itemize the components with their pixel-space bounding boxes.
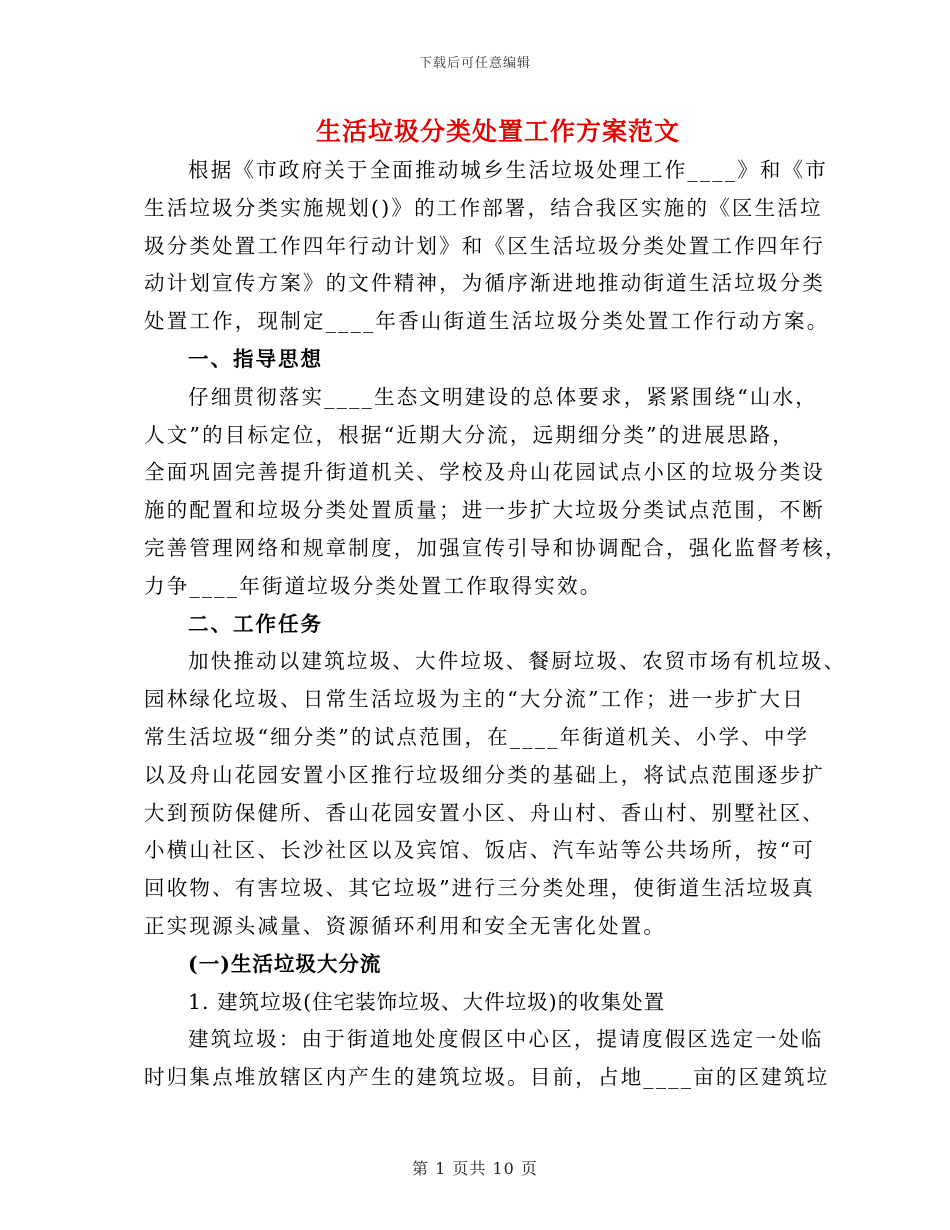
paragraph-line: 园林绿化垃圾、日常生活垃圾为主的“大分流”工作；进一步扩大日 xyxy=(144,687,805,712)
section-heading-guiding-thought: 一、指导思想 xyxy=(188,346,323,371)
paragraph-line: 以及舟山花园安置小区推行垃圾细分类的基础上，将试点范围逐步扩 xyxy=(144,762,825,787)
paragraph-line: 回收物、有害垃圾、其它垃圾”进行三分类处理，使街道生活垃圾真 xyxy=(144,876,815,901)
section-heading-work-tasks: 二、工作任务 xyxy=(188,611,323,636)
subsection-heading: (一)生活垃圾大分流 xyxy=(188,951,382,976)
intro-line: 生活垃圾分类实施规划()》的工作部署，结合我区实施的《区生活垃 xyxy=(144,195,823,220)
paragraph-line: 施的配置和垃圾分类处置质量；进一步扩大垃圾分类试点范围，不断 xyxy=(144,498,825,523)
page-footer: 第 1 页共 10 页 xyxy=(412,1159,538,1178)
intro-line: 处置工作，现制定____年香山街道生活垃圾分类处置工作行动方案。 xyxy=(144,309,830,334)
paragraph-line: 大到预防保健所、香山花园安置小区、舟山村、香山村、别墅社区、 xyxy=(144,800,825,825)
paragraph-line: 时归集点堆放辖区内产生的建筑垃圾。目前，占地____亩的区建筑垃 xyxy=(144,1065,830,1090)
paragraph-line: 力争____年街道垃圾分类处置工作取得实效。 xyxy=(144,573,603,598)
paragraph-line: 全面巩固完善提升街道机关、学校及舟山花园试点小区的垃圾分类设 xyxy=(144,460,825,485)
paragraph-line: 小横山社区、长沙社区以及宾馆、饭店、汽车站等公共场所，按“可 xyxy=(144,838,815,863)
paragraph-line: 仔细贯彻落实____生态文明建设的总体要求，紧紧围绕“山水， xyxy=(188,384,818,409)
paragraph-line: 加快推动以建筑垃圾、大件垃圾、餐厨垃圾、农贸市场有机垃圾、 xyxy=(188,649,847,674)
paragraph-line: 人文”的目标定位，根据“近期大分流，远期细分类”的进展思路， xyxy=(144,422,795,447)
document-title: 生活垃圾分类处置工作方案范文 xyxy=(315,117,680,146)
intro-line: 动计划宣传方案》的文件精神，为循序渐进地推动街道生活垃圾分类 xyxy=(144,271,825,296)
document-body xyxy=(144,152,848,1097)
paragraph-line: 正实现源头减量、资源循环利用和安全无害化处置。 xyxy=(144,913,667,938)
intro-line: 根据《市政府关于全面推动城乡生活垃圾处理工作____》和《市 xyxy=(188,158,828,182)
header-note: 下载后可任意编辑 xyxy=(418,56,531,71)
paragraph-line: 完善管理网络和规章制度，加强宣传引导和协调配合，强化监督考核， xyxy=(144,535,848,560)
paragraph-line: 常生活垃圾“细分类”的试点范围，在____年街道机关、小学、中学 xyxy=(144,724,810,749)
intro-line: 圾分类处置工作四年行动计划》和《区生活垃圾分类处置工作四年行 xyxy=(144,233,825,258)
numbered-item: 1. 建筑垃圾(住宅装饰垃圾、大件垃圾)的收集处置 xyxy=(188,989,666,1014)
paragraph-line: 建筑垃圾：由于街道地处度假区中心区，提请度假区选定一处临 xyxy=(188,1027,824,1052)
